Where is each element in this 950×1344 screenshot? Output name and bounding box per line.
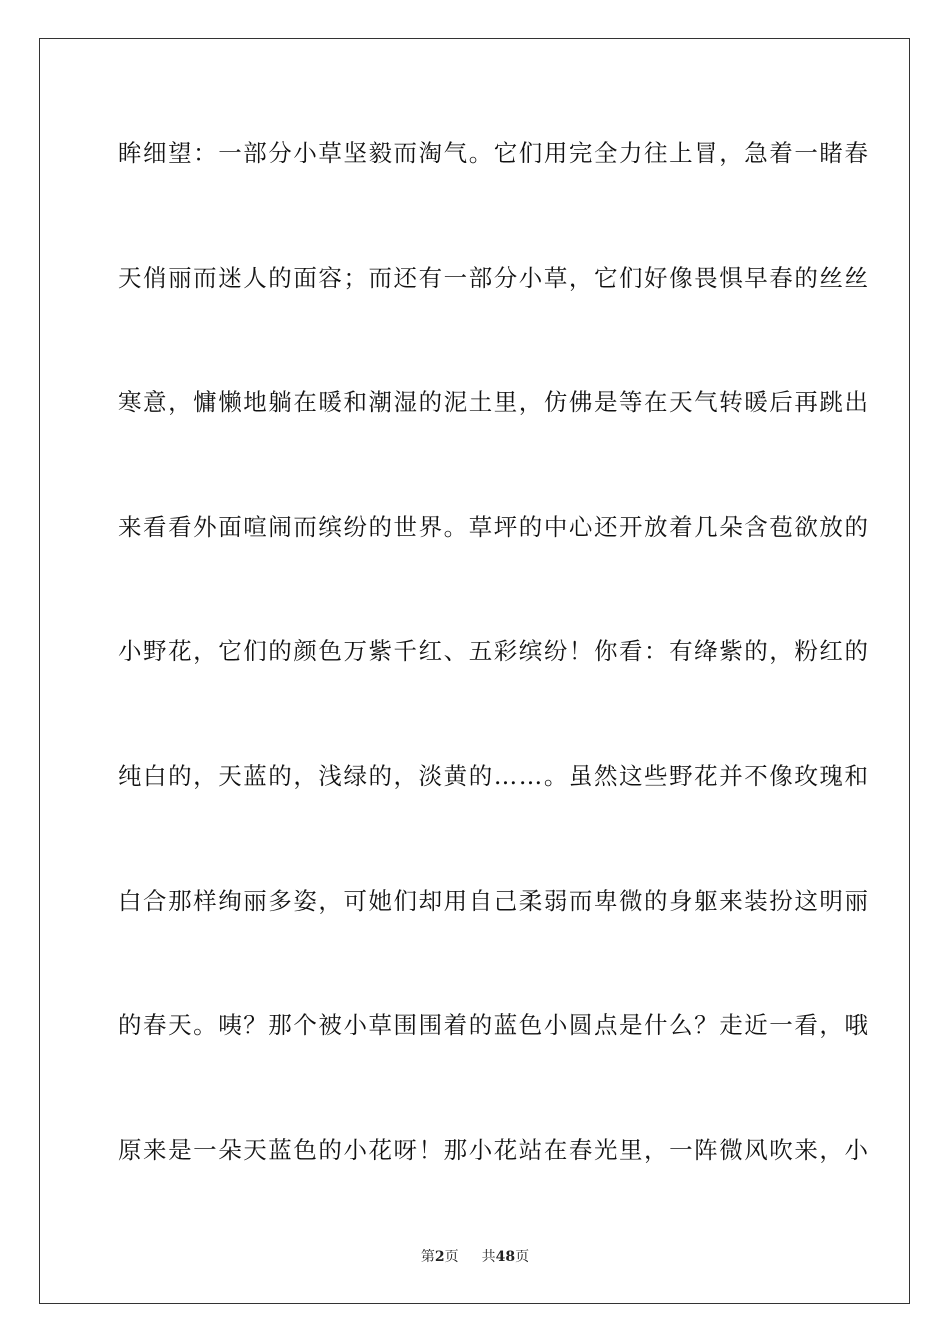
text-line-6: 纯白的，天蓝的，浅绿的，淡黄的……。虽然这些野花并不像玫瑰和: [118, 761, 870, 790]
body-text: [118, 131, 870, 1252]
total-prefix: 共: [481, 1249, 496, 1265]
total-pages-indicator: [482, 1247, 529, 1267]
text-line-2: 天俏丽而迷人的面容；而还有一部分小草，它们好像畏惧早春的丝丝: [118, 263, 870, 292]
page-footer: [0, 1247, 950, 1267]
text-line-7: 白合那样绚丽多姿，可她们却用自己柔弱而卑微的身躯来装扮这明丽: [118, 886, 870, 915]
text-line-3: 寒意，慵懒地躺在暖和潮湿的泥土里，仿佛是等在天气转暖后再跳出: [118, 388, 870, 417]
text-line-1: 眸细望：一部分小草坚毅而淘气。它们用完全力往上冒，急着一睹春: [118, 139, 870, 167]
text-line-5: 小野花，它们的颜色万紫千红、五彩缤纷！你看：有绛紫的，粉红的: [118, 637, 870, 666]
total-pages: 48: [495, 1249, 516, 1265]
text-line-8: 的春天。咦？那个被小草围围着的蓝色小圆点是什么？走近一看，哦: [118, 1011, 870, 1040]
page-indicator: [421, 1247, 459, 1267]
total-suffix: 页: [515, 1249, 530, 1265]
page-prefix: 第: [420, 1249, 435, 1265]
text-line-4: 来看看外面喧闹而缤纷的世界。草坪的中心还开放着几朵含苞欲放的: [118, 512, 870, 541]
page-suffix: 页: [444, 1249, 459, 1265]
page-number: 2: [434, 1249, 445, 1265]
text-line-9: 原来是一朵天蓝色的小花呀！那小花站在春光里，一阵微风吹来，小: [118, 1135, 870, 1164]
